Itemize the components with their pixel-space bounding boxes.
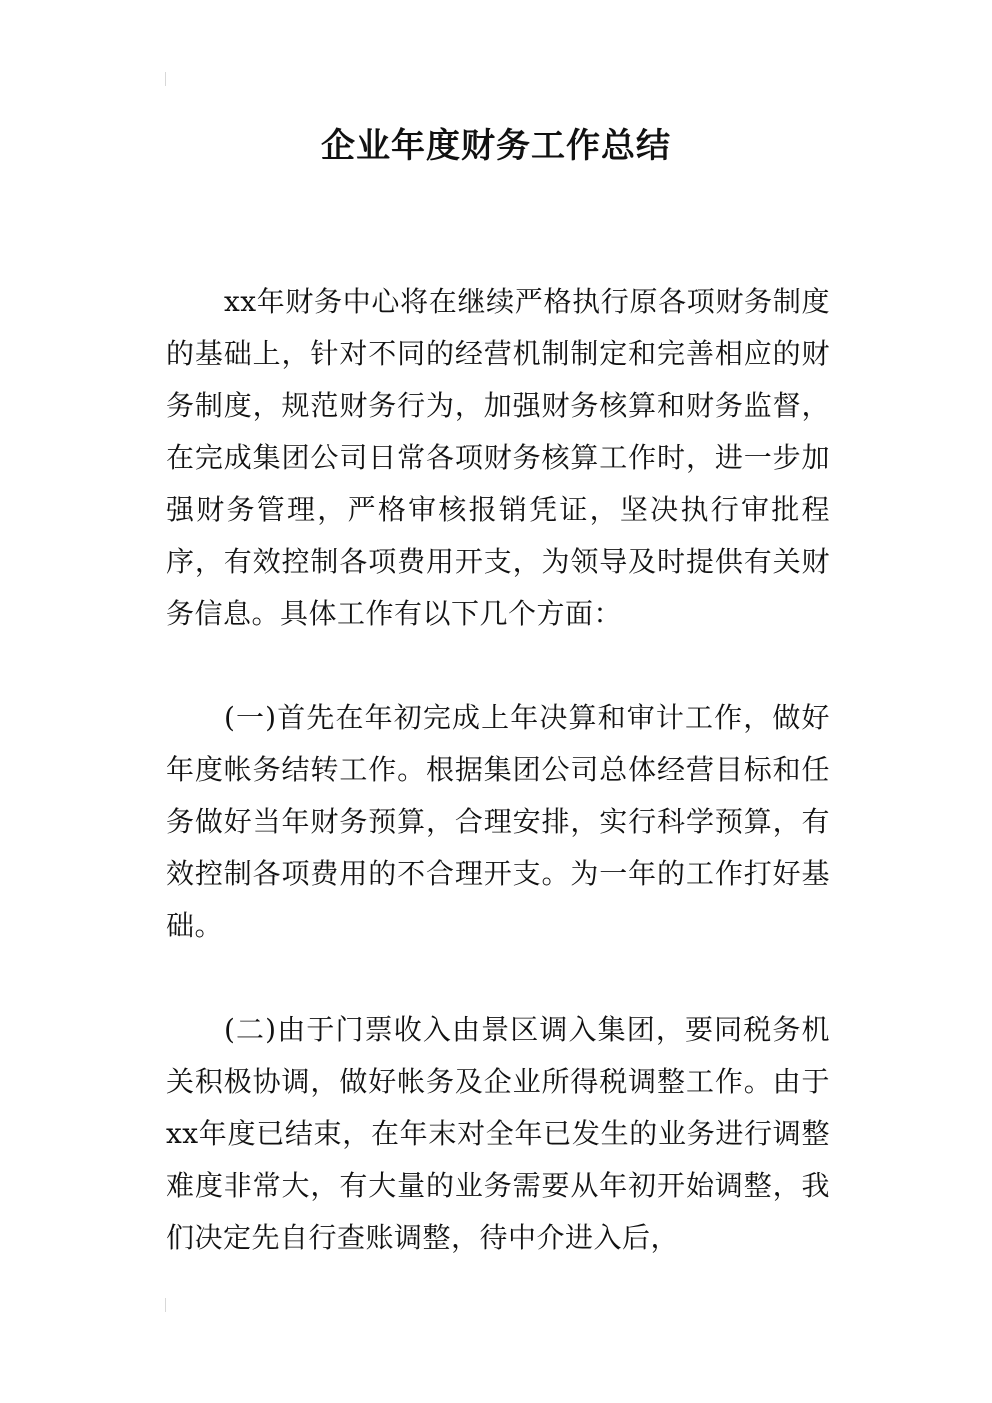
paragraph-intro: xx年财务中心将在继续严格执行原各项财务制度的基础上，针对不同的经营机制制定和完善相应的财务制度，规范财务行为，加强财务核算和财务监督，在完成集团公司日常各项财务核算工作时，进一步加强财务管理，严格审核报销凭证，坚决执行审批程序，有效控制各项费用开支，为领导及时提供有关财务信息。具体工作有以下几个方面：: [166, 285, 830, 630]
page-corner-mark-top: [165, 72, 166, 86]
document-body: [166, 276, 830, 1316]
page-corner-mark-bottom: [165, 1298, 166, 1312]
document-title: 企业年度财务工作总结: [321, 126, 671, 166]
paragraph-item-2: (二)由于门票收入由景区调入集团，要同税务机关积极协调，做好帐务及企业所得税调整工作。由于xx年度已结束，在年末对全年已发生的业务进行调整难度非常大，有大量的业务需要从年初开始调整，我们决定先自行查账调整，待中介进入后，: [166, 1013, 830, 1254]
paragraph-item-1: (一)首先在年初完成上年决算和审计工作，做好年度帐务结转工作。根据集团公司总体经营目标和任务做好当年财务预算，合理安排，实行科学预算，有效控制各项费用的不合理开支。为一年的工作打好基础。: [166, 701, 830, 942]
